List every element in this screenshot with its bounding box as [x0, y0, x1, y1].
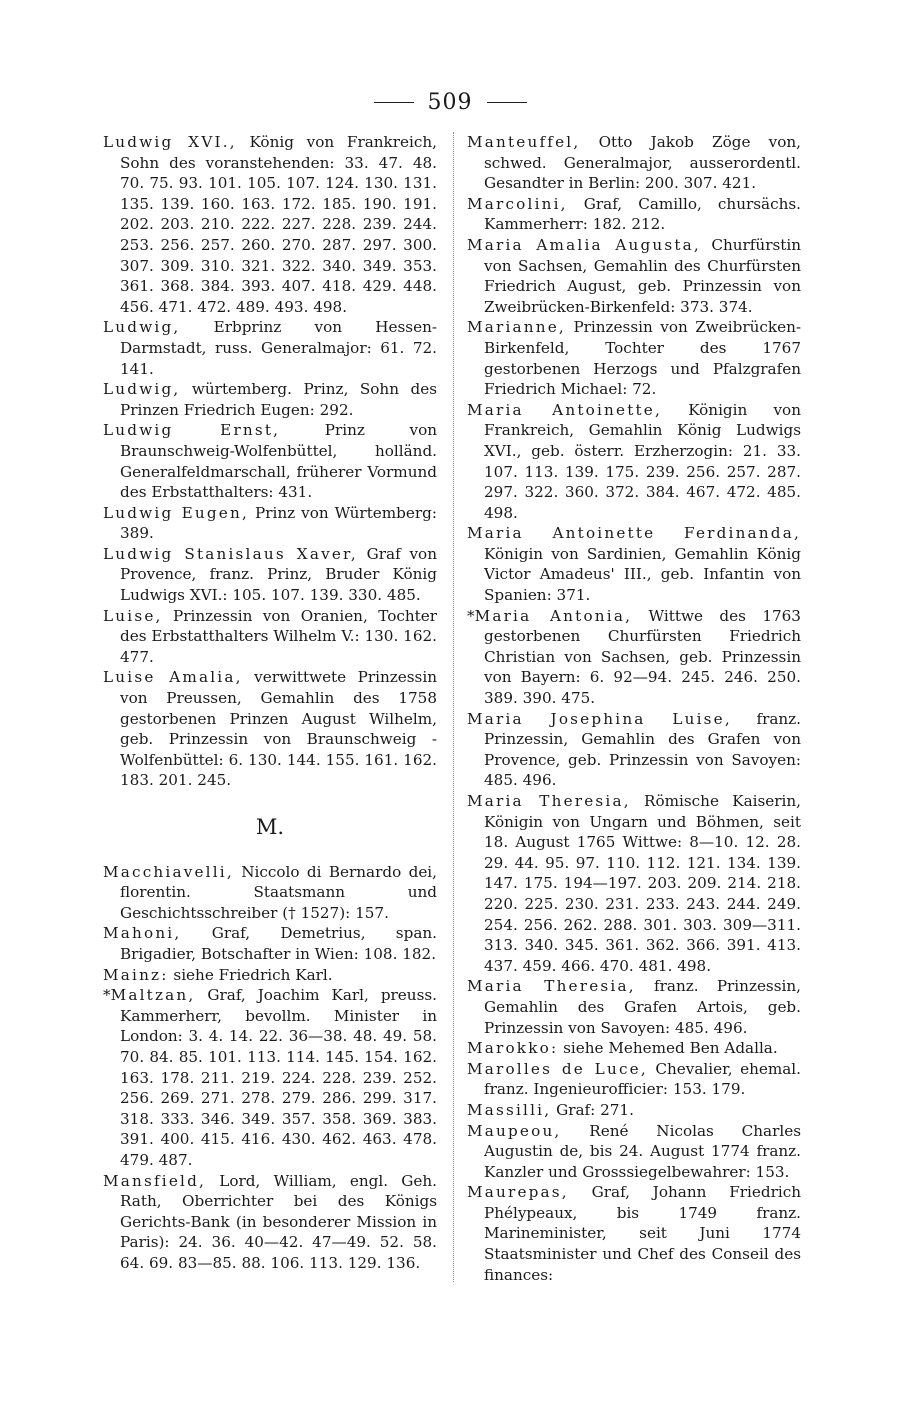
entry-text: Graf von Provence, franz. Prinz, Bruder König Ludwigs XVI.: 105. 107. 139. 330. 485.: [120, 544, 437, 605]
entry-text: Graf, Johann Friedrich Phélypeaux, bis 1749 franz. Marineminister, seit Juni 1774 Staatsminister und Chef des Conseil des finances:: [484, 1183, 801, 1284]
right-column: [467, 132, 801, 1285]
entry-name: Maupeou,: [467, 1121, 562, 1140]
index-entry: [467, 317, 801, 399]
entry-name: Luise,: [103, 606, 163, 625]
entry-name: Maria Theresia,: [467, 977, 636, 996]
index-entry: [103, 667, 437, 791]
entry-star: *: [467, 606, 475, 625]
entry-name: Maria Josephina Luise,: [467, 709, 732, 728]
entry-text: Otto Jakob Zöge von, schwed. Generalmajor, ausserordentl. Gesandter in Berlin: 200. 307. 421.: [484, 133, 801, 193]
entry-name: Manteuffel,: [467, 133, 581, 151]
entry-text: Chevalier, ehemal. franz. Ingenieurofficier: 153. 179.: [484, 1059, 801, 1099]
page-number: 509: [427, 89, 473, 115]
entry-text: würtemberg. Prinz, Sohn des Prinzen Friedrich Eugen: 292.: [120, 380, 437, 419]
index-entry: [103, 965, 437, 986]
entry-name: Ludwig,: [103, 380, 181, 399]
left-column: [103, 132, 437, 1273]
entry-name: Maria Theresia,: [467, 792, 631, 810]
entry-name: Marcolini,: [467, 194, 568, 213]
column-divider: [453, 132, 454, 1282]
entry-name: Mansfield,: [103, 1171, 207, 1190]
index-entry: [467, 791, 801, 976]
index-entry: [103, 317, 437, 379]
entry-text: Lord, William, engl. Geh. Rath, Oberrichter bei des Königs Gerichts-Bank (in besonderer Mission in Paris): 24. 36. 40—42. 47—49. 52. 58. 64. 69. 83—85. 88. 106. 113. 129. 136.: [120, 1171, 437, 1272]
index-entry: [103, 379, 437, 420]
header-rule-right: [487, 102, 527, 103]
index-entry: [467, 1059, 801, 1100]
index-entry: [103, 985, 437, 1170]
entry-text: verwittwete Prinzessin von Preussen, Gemahlin des 1758 gestorbenen Prinzen August Wilhelm, geb. Prinzessin von Braunschweig - Wolfenbüttel: 6. 130. 144. 155. 161. 162. 183. 201. 245.: [120, 668, 437, 790]
section-heading: M.: [255, 815, 285, 839]
entry-name: Ludwig Stanislaus Xaver,: [103, 544, 358, 563]
index-entry: [103, 923, 437, 964]
entry-name: Marolles de Luce,: [467, 1059, 648, 1078]
entry-text: Römische Kaiserin, Königin von Ungarn und Böhmen, seit 18. August 1765 Wittwe: 8—10. 12. 28. 29. 44. 95. 97. 110. 112. 121. 134. 139. 147. 175. 194—197. 203. 209. 214. 218. 220. 225. 230. 231. 233. 243. 244. 249. 254. 256. 262. 288. 301. 303. 309—311. 313. 340. 345. 361. 362. 366. 391. 413. 437. 459. 466. 470. 481. 498.: [484, 792, 801, 975]
entry-star: *: [103, 986, 111, 1005]
entry-name: Maurepas,: [467, 1183, 569, 1202]
entry-text: Churfürstin von Sachsen, Gemahlin des Churfürsten Friedrich August, geb. Prinzessin von Zweibrücken-Birkenfeld: 373. 374.: [484, 235, 801, 316]
entry-name: Massilli,: [467, 1100, 552, 1119]
entry-text: Graf, Camillo, chursächs. Kammerherr: 182. 212.: [484, 194, 801, 234]
index-entry: [467, 400, 801, 524]
entry-name: Macchiavelli,: [103, 862, 234, 881]
entry-text: siehe Friedrich Karl.: [168, 965, 333, 984]
index-entry: [467, 132, 801, 194]
index-entry: [467, 194, 801, 235]
entry-name: Maria Antoinette,: [467, 400, 663, 419]
entry-text: Prinz von Würtemberg: 389.: [120, 503, 437, 543]
index-entry: [467, 1038, 801, 1059]
page-header: [0, 84, 900, 120]
entry-name: Marokko:: [467, 1039, 559, 1058]
entry-text: Prinzessin von Zweibrücken-Birkenfeld, Tochter des 1767 gestorbenen Herzogs und Pfalzgrafen Friedrich Michael: 72.: [484, 318, 801, 399]
header-rule-left: [374, 102, 414, 103]
right-entries: [467, 132, 801, 1285]
entry-name: Maria Antonia,: [474, 606, 633, 625]
entry-name: Luise Amalia,: [103, 668, 243, 687]
entry-text: René Nicolas Charles Augustin de, bis 24. August 1774 franz. Kanzler und Grosssiegelbewahrer: 153.: [484, 1121, 801, 1181]
entry-text: Graf: 271.: [551, 1100, 634, 1119]
index-entry: [103, 544, 437, 606]
entry-text: franz. Prinzessin, Gemahlin des Grafen Artois, geb. Prinzessin von Savoyen: 485. 496.: [484, 977, 801, 1037]
entry-text: Prinzessin von Oranien, Tochter des Erbstatthalters Wilhelm V.: 130. 162. 477.: [120, 606, 437, 666]
left-m-entries: [103, 862, 437, 1274]
entry-text: Graf, Joachim Karl, preuss. Kammerherr, bevollm. Minister in London: 3. 4. 14. 22. 36—38. 48. 49. 58. 70. 84. 85. 101. 113. 114. 145. 154. 162. 163. 178. 211. 219. 224. 228. 239. 252. 256. 269. 271. 278. 279. 286. 299. 317. 318. 333. 346. 349. 357. 358. 369. 383. 391. 400. 415. 416. 430. 462. 463. 478. 479. 487.: [120, 986, 437, 1169]
entry-text: Wittwe des 1763 gestorbenen Churfürsten Friedrich Christian von Sachsen, geb. Prinzessin von Bayern: 6. 92—94. 245. 246. 250. 389. 390. 475.: [484, 606, 801, 708]
entry-name: Maria Amalia Augusta,: [467, 235, 701, 254]
entry-text: siehe Mehemed Ben Adalla.: [558, 1039, 778, 1058]
index-entry: [467, 976, 801, 1038]
entry-text: Prinz von Braunschweig-Wolfenbüttel, holländ. Generalfeldmarschall, früherer Vormund des Erbstatthalters: 431.: [120, 421, 438, 502]
index-entry: [103, 503, 437, 544]
entry-name: Mainz:: [103, 965, 169, 984]
entry-text: Königin von Sardinien, Gemahlin König Victor Amadeus' III., geb. Infantin von Spanien: 371.: [484, 544, 801, 605]
entry-name: Ludwig Eugen,: [103, 503, 249, 522]
entry-name: Marianne,: [467, 318, 566, 337]
entry-text: Graf, Demetrius, span. Brigadier, Botschafter in Wien: 108. 182.: [120, 924, 437, 963]
index-entry: [467, 1182, 801, 1285]
index-entry: [467, 1100, 801, 1121]
index-entry: [103, 132, 437, 317]
entry-text: franz. Prinzessin, Gemahlin des Grafen von Provence, geb. Prinzessin von Savoyen: 485. 496.: [484, 709, 801, 790]
entry-name: Maria Antoinette Ferdinanda,: [467, 524, 801, 543]
index-entry: [467, 235, 801, 317]
index-entry: [103, 1171, 437, 1274]
index-entry: [467, 1121, 801, 1183]
index-entry: [103, 606, 437, 668]
entry-name: Maltzan,: [110, 986, 196, 1005]
index-entry: [103, 420, 437, 502]
index-entry: [467, 606, 801, 709]
left-entries: [103, 132, 437, 791]
entry-name: Ludwig Ernst,: [103, 421, 281, 440]
entry-name: Mahoni,: [103, 924, 182, 943]
entry-text: Erbprinz von Hessen-Darmstadt, russ. Generalmajor: 61. 72. 141.: [120, 318, 437, 378]
index-entry: [467, 523, 801, 605]
entry-text: Niccolo di Bernardo dei, florentin. Staatsmann und Geschichtsschreiber († 1527): 157.: [120, 862, 437, 922]
index-entry: [103, 862, 437, 924]
entry-text: König von Frankreich, Sohn des voranstehenden: 33. 47. 48. 70. 75. 93. 101. 105. 107. 124. 130. 131. 135. 139. 160. 163. 172. 185. 190. 191. 202. 203. 210. 222. 227. 228. 239. 244. 253. 256. 257. 260. 270. 287. 297. 300. 307. 309. 310. 321. 322. 340. 349. 353. 361. 368. 384. 393. 407. 418. 429. 448. 456. 471. 472. 489. 493. 498.: [120, 133, 437, 316]
entry-name: Ludwig XVI.,: [103, 133, 237, 151]
entry-name: Ludwig,: [103, 318, 181, 337]
index-entry: [467, 709, 801, 791]
entry-text: Königin von Frankreich, Gemahlin König Ludwigs XVI., geb. österr. Erzherzogin: 21. 33. 107. 113. 139. 175. 239. 256. 257. 287. 297. 322. 360. 372. 384. 467. 472. 485. 498.: [484, 400, 801, 522]
